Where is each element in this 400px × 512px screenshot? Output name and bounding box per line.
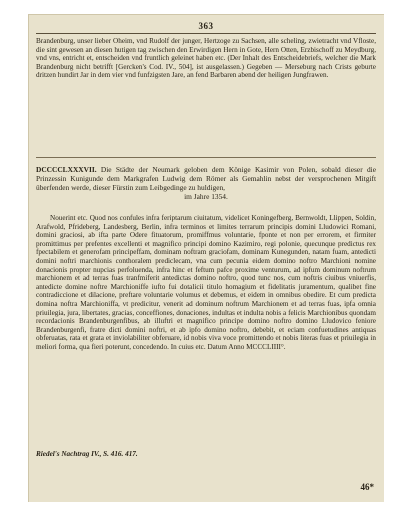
source-reference: Riedel's Nachtrag IV., S. 416. 417. [36,450,138,458]
top-paragraph: Brandenburg, unser lieber Oheim, vnd Rudolf der junger, Hertzoge zu Sachsen, alle scheling, zwietracht vnd Vfloste, die sint gewesen an diesen hutigen tag zwischen den Erwirdigen Hern in Gote, Hern Otten, Erzbischoff zu Meydburg, vnd vns, entricht et, entscheiden vnd fruntlich geleinet haben etc. (Der Inhalt des Entscheidebriefs, welcher die Mark Brandenburg nicht betrifft [Gercken's Cod. IV., 504], ist ausgelassen.) Gegeben — Merseburg nach Crists geburte dritzen hundirt Jar in dem vier vnd funfzigsten Jare, an fend Barbaren abend der heiligen Jungfrawen. [36,37,376,80]
document-body: Nouerint etc. Quod nos confules infra feriptarum ciuitatum, videlicet Koningefberg, Bernwoldt, Llippen, Soldin, Arafwold, Pfrideberg, Landesberg, Berlin, infra terminos et limites terrarum principis domini Lludowici Romani, domini graciosi, ab ifta parte Odere fituatorum, promiffmus voluntarie, fponte et non per errorem, et firmiter promittimus per prefentes excellenti et magnifico principi domino Kazimiro, regi polonie, quecunque predictus rex fpectabilem et generofam principeffam, dominam noftram graciofam, dominam Kunegunden, natam fuam, antedicti domini noftri marchionis conthoralem prediclecam, vna cum pecunia eidem domino noftro Marchioni nomine donacionis propter nupcias perfoluenda, infra hinc et feftum pafce proxime venturum, ad ipfum dominum noftrum marchionem et ad terras fuas tranfmiferit antedictas domino noftro, quod tunc nos, cum noftris ciuibus vniuerfis, antedicte domine noftre Marchioniffe iufto fui dotalicii titulo homagium et fidelitatis juramentum, qualibet fine contradiccione et dilacione, preftare voluntarie volumus et debemus, et eidem in omnibus obedire. Et cum predicta domina noftra Marchioniffa, vt predicitur, venerit ad dominum noftrum Marchionem et ad terras fuas, ipfa omnia priuilegia, jura, libertates, gracias, conceffiones, donaciones, indultas et indulta nobis a felicis Marchionibus quondam recordacionis Brandenburgenfibus, ab illuftri et magnifico principe domino noftro domino Lludovico feniore Brandenburgenfi, fratre dicti domini noftri, et ab ipfo domino noftro, debebit, et eciam confuetudines antiquas obferuatas, rata et grata et inviolabiliter obferuare, id nobis viva voce promittendo et nobis literas fuas et priuilegia in meliori forma, qua fieri poterunt, concedendo. In cuius etc. Datum Anno MCCCLIIII°. [36,214,376,351]
section-divider [36,157,376,158]
document-heading [36,165,376,201]
header-divider [36,33,376,34]
document-number: DCCCCLXXXVII. [36,165,97,174]
document-page [28,14,384,502]
printer-signature: 46* [360,482,374,492]
document-title: Die Städte der Neumark geloben dem Könige Kasimir von Polen, sobald dieser die Prinzessin Kunigunde dem Markgrafen Ludwig dem Römer als Gemahlin nebst der versprochenen Mitgift überfenden werde, dieser Fürstin zum Leibgedinge zu huldigen, [36,165,376,192]
page-number: 363 [198,21,214,31]
document-date: im Jahre 1354. [184,192,228,201]
